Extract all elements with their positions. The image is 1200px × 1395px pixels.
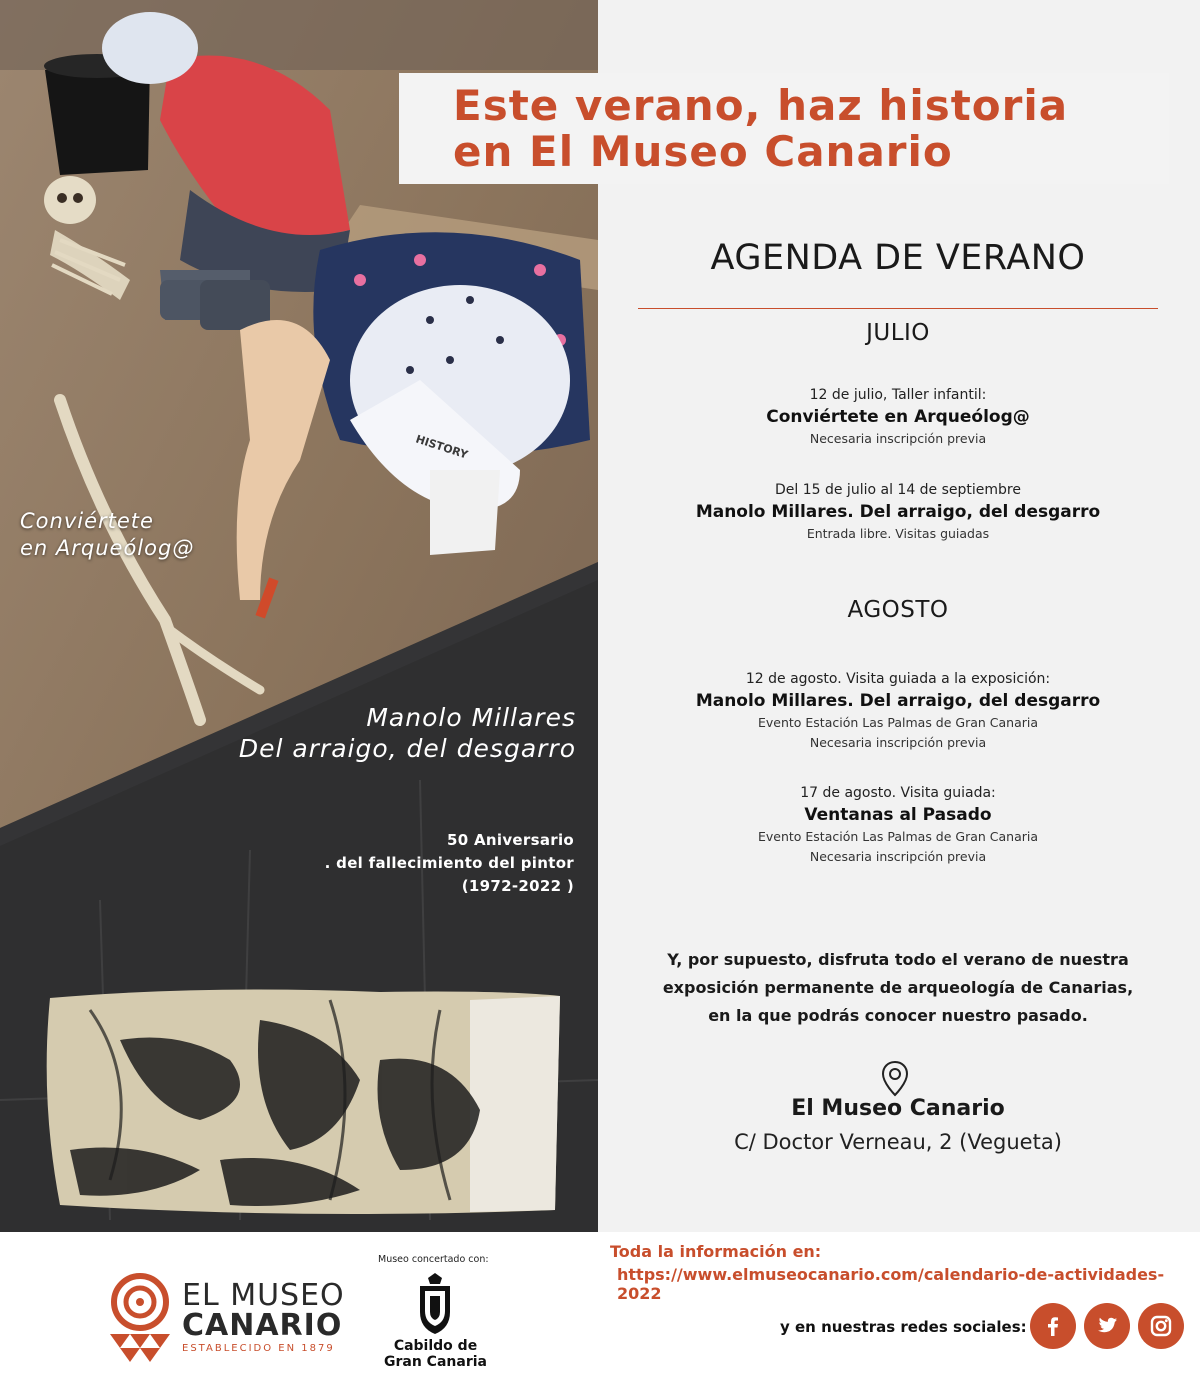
- info-url-link[interactable]: https://www.elmuseocanario.com/calendario-de-actividades-2022: [617, 1265, 1165, 1303]
- facebook-button[interactable]: [1030, 1303, 1076, 1349]
- month-agosto: AGOSTO: [847, 597, 949, 623]
- event-note: Necesaria inscripción previa: [809, 735, 987, 750]
- event-exposicion-millares: [598, 480, 1198, 544]
- event-visita-millares: [598, 669, 1198, 753]
- museo-logo-tagline: ESTABLECIDO EN 1879: [182, 1343, 335, 1354]
- workshop-caption-line2: en Arqueólog@: [20, 536, 195, 560]
- event-ventanas-pasado: [598, 783, 1198, 867]
- event-note: Necesaria inscripción previa: [809, 431, 987, 446]
- event-note: Entrada libre. Visitas guiadas: [806, 526, 990, 541]
- agenda-divider: [638, 308, 1158, 309]
- anniversary-line1: 50 Aniversario: [447, 831, 574, 849]
- headline-line2: en El Museo Canario: [453, 127, 953, 176]
- event-title: Ventanas al Pasado: [804, 805, 992, 825]
- workshop-caption-line1: Conviértete: [20, 509, 154, 533]
- headline-box: [399, 73, 1169, 184]
- museo-canario-logo-icon: [108, 1272, 172, 1364]
- cabildo-name-line2: Gran Canaria: [384, 1354, 487, 1370]
- event-date: 17 de agosto. Visita guiada:: [800, 785, 996, 801]
- instagram-icon: [1149, 1314, 1173, 1338]
- cabildo-crest-icon: [414, 1272, 456, 1336]
- event-note: Evento Estación Las Palmas de Gran Canaria: [757, 715, 1039, 730]
- venue-address: C/ Doctor Verneau, 2 (Vegueta): [734, 1130, 1062, 1154]
- concertado-label: Museo concertado con:: [378, 1254, 489, 1265]
- event-date: 12 de agosto. Visita guiada a la exposición:: [745, 671, 1051, 687]
- event-title: Manolo Millares. Del arraigo, del desgarro: [695, 502, 1101, 522]
- closing-line3: en la que podrás conocer nuestro pasado.: [708, 1006, 1088, 1025]
- exhibit-caption-line2: Del arraigo, del desgarro: [238, 734, 576, 763]
- cap-print-text: HISTORY: [414, 432, 470, 462]
- event-taller-arqueologo: [598, 385, 1198, 449]
- museo-logo-line1: EL MUSEO: [182, 1278, 345, 1313]
- anniversary-line2: . del fallecimiento del pintor: [324, 854, 574, 872]
- event-note: Evento Estación Las Palmas de Gran Canaria: [757, 829, 1039, 844]
- instagram-button[interactable]: [1138, 1303, 1184, 1349]
- event-note: Necesaria inscripción previa: [809, 849, 987, 864]
- twitter-button[interactable]: [1084, 1303, 1130, 1349]
- workshop-caption: [20, 508, 194, 562]
- event-date: 12 de julio, Taller infantil:: [809, 387, 987, 403]
- venue-name: El Museo Canario: [791, 1096, 1005, 1121]
- info-label: Toda la información en:: [610, 1242, 822, 1261]
- twitter-icon: [1095, 1315, 1119, 1337]
- location-pin-icon: [880, 1060, 910, 1098]
- promo-image-panel: [0, 0, 598, 1232]
- month-julio: JULIO: [866, 320, 930, 346]
- closing-message: [598, 946, 1198, 1030]
- closing-line2: exposición permanente de arqueología de Canarias,: [662, 978, 1134, 997]
- exhibit-caption: [239, 702, 576, 764]
- exhibit-caption-line1: Manolo Millares: [366, 703, 576, 732]
- footer: [0, 1232, 1200, 1395]
- event-title: Conviértete en Arqueólog@: [766, 407, 1030, 427]
- event-date: Del 15 de julio al 14 de septiembre: [774, 482, 1021, 498]
- anniversary-caption: [325, 829, 574, 898]
- cabildo-name-line1: Cabildo de: [393, 1338, 478, 1354]
- closing-line1: Y, por supuesto, disfruta todo el verano de nuestra: [667, 950, 1129, 969]
- agenda-title: AGENDA DE VERANO: [710, 238, 1086, 278]
- anniversary-line3: (1972-2022 ): [461, 877, 574, 895]
- facebook-icon: [1042, 1315, 1064, 1337]
- event-title: Manolo Millares. Del arraigo, del desgarro: [695, 691, 1101, 711]
- headline: [453, 83, 1068, 175]
- excavation-and-painting-illustration: [0, 0, 598, 1232]
- social-label: y en nuestras redes sociales:: [780, 1318, 1027, 1336]
- headline-line1: Este verano, haz historia: [453, 81, 1069, 130]
- museo-logo-line2: CANARIO: [182, 1308, 343, 1343]
- cabildo-name: [378, 1338, 493, 1370]
